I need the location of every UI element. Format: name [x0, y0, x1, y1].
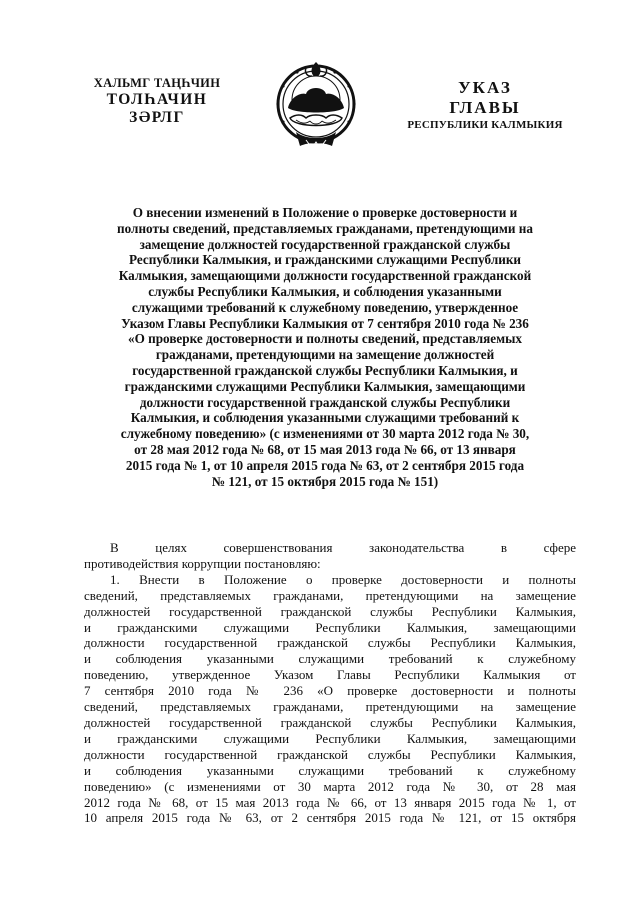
- body-line: должностей государственной гражданской службы Республики Калмыкия,: [84, 714, 576, 730]
- body-line: и соблюдения указанными служащими требований к служебному: [84, 651, 576, 667]
- body-line: должности государственной гражданской службы Республики Калмыкия,: [84, 635, 576, 651]
- body-line: В целях совершенствования законодательства в сфере: [110, 540, 576, 555]
- body-line: должности государственной гражданской службы Республики Калмыкия,: [84, 746, 576, 762]
- header-russian: [400, 78, 570, 132]
- title-line: гражданскими служащими Республики Калмыкия, замещающими: [124, 378, 526, 394]
- title-line: служебному поведению» (с изменениями от 30 марта 2012 года № 30,: [120, 426, 530, 442]
- title-line: Калмыкия, и соблюдения указанными служащими требований к: [130, 410, 520, 426]
- document-body: [84, 540, 576, 826]
- body-line: 1. Внести в Положение о проверке достоверности и полноты: [110, 571, 576, 587]
- title-line: служащими требований к служебному поведению, утвержденное: [131, 299, 519, 315]
- body-line: должностей государственной гражданской службы Республики Калмыкия,: [84, 603, 576, 619]
- header-kalmyk-line1: ХАЛЬМГ ТАҢҺЧИН: [93, 76, 221, 90]
- header-russian-line3: РЕСПУБЛИКИ КАЛМЫКИЯ: [407, 119, 563, 131]
- body-line: и гражданскими служащими Республики Калмыкия, замещающими: [84, 730, 576, 746]
- title-line: № 121, от 15 октября 2015 года № 151): [211, 473, 439, 489]
- title-line: Калмыкия, замещающими должности государственной гражданской: [118, 268, 532, 284]
- body-line: сведений, представляемых гражданами, претендующими на замещение: [84, 699, 576, 715]
- header-russian-line1: УКАЗ: [458, 78, 512, 97]
- header-kalmyk-line3: ЗӘРЛГ: [129, 109, 185, 126]
- title-line: гражданами, претендующими на замещение должностей: [155, 347, 495, 363]
- title-line: службы Республики Калмыкия, и соблюдения указанными: [148, 283, 502, 299]
- body-line: поведению, утвержденное Указом Главы Республики Калмыкия от: [84, 667, 576, 683]
- header-kalmyk: [72, 76, 242, 127]
- title-line: государственной гражданской службы Республики Калмыкия, и: [132, 362, 518, 378]
- title-line: от 28 мая 2012 года № 68, от 15 мая 2013 года № 66, от 13 января: [134, 441, 516, 457]
- title-line: 2015 года № 1, от 10 апреля 2015 года № 63, от 2 сентября 2015 года: [125, 457, 525, 473]
- title-line: Республики Калмыкия, и гражданскими служащими Республики: [128, 252, 522, 268]
- header-russian-line2: ГЛАВЫ: [449, 98, 521, 117]
- body-line: 7 сентября 2010 года № 236 «О проверке достоверности и полноты: [84, 683, 576, 699]
- body-line: поведению» (с изменениями от 30 марта 2012 года № 30, от 28 мая: [84, 778, 576, 794]
- title-line: Указом Главы Республики Калмыкия от 7 сентября 2010 года № 236: [121, 315, 529, 331]
- kalmykia-coat-of-arms-icon: [266, 58, 366, 154]
- body-line: 10 апреля 2015 года № 63, от 2 сентября 2015 года № 121, от 15 октября: [84, 810, 576, 826]
- title-line: О внесении изменений в Положение о проверке достоверности и: [132, 205, 518, 220]
- title-line: замещение должностей государственной гражданской службы: [139, 236, 511, 252]
- body-line: противодействия коррупции постановляю:: [84, 555, 321, 571]
- header-kalmyk-line2: ТОЛҺАЧИН: [106, 91, 208, 108]
- body-line: и гражданскими служащими Республики Калмыкия, замещающими: [84, 619, 576, 635]
- body-line: сведений, представляемых гражданами, претендующими на замещение: [84, 587, 576, 603]
- title-line: «О проверке достоверности и полноты сведений, представляемых: [127, 331, 523, 347]
- title-line: должности государственной гражданской службы Республики: [139, 394, 511, 410]
- body-line: 2012 года № 68, от 15 мая 2013 года № 66, от 13 января 2015 года № 1, от: [84, 794, 576, 810]
- body-line: и соблюдения указанными служащими требований к служебному: [84, 762, 576, 778]
- document-title: [90, 205, 560, 489]
- title-line: полноты сведений, представляемых гражданами, претендующими на: [117, 220, 533, 236]
